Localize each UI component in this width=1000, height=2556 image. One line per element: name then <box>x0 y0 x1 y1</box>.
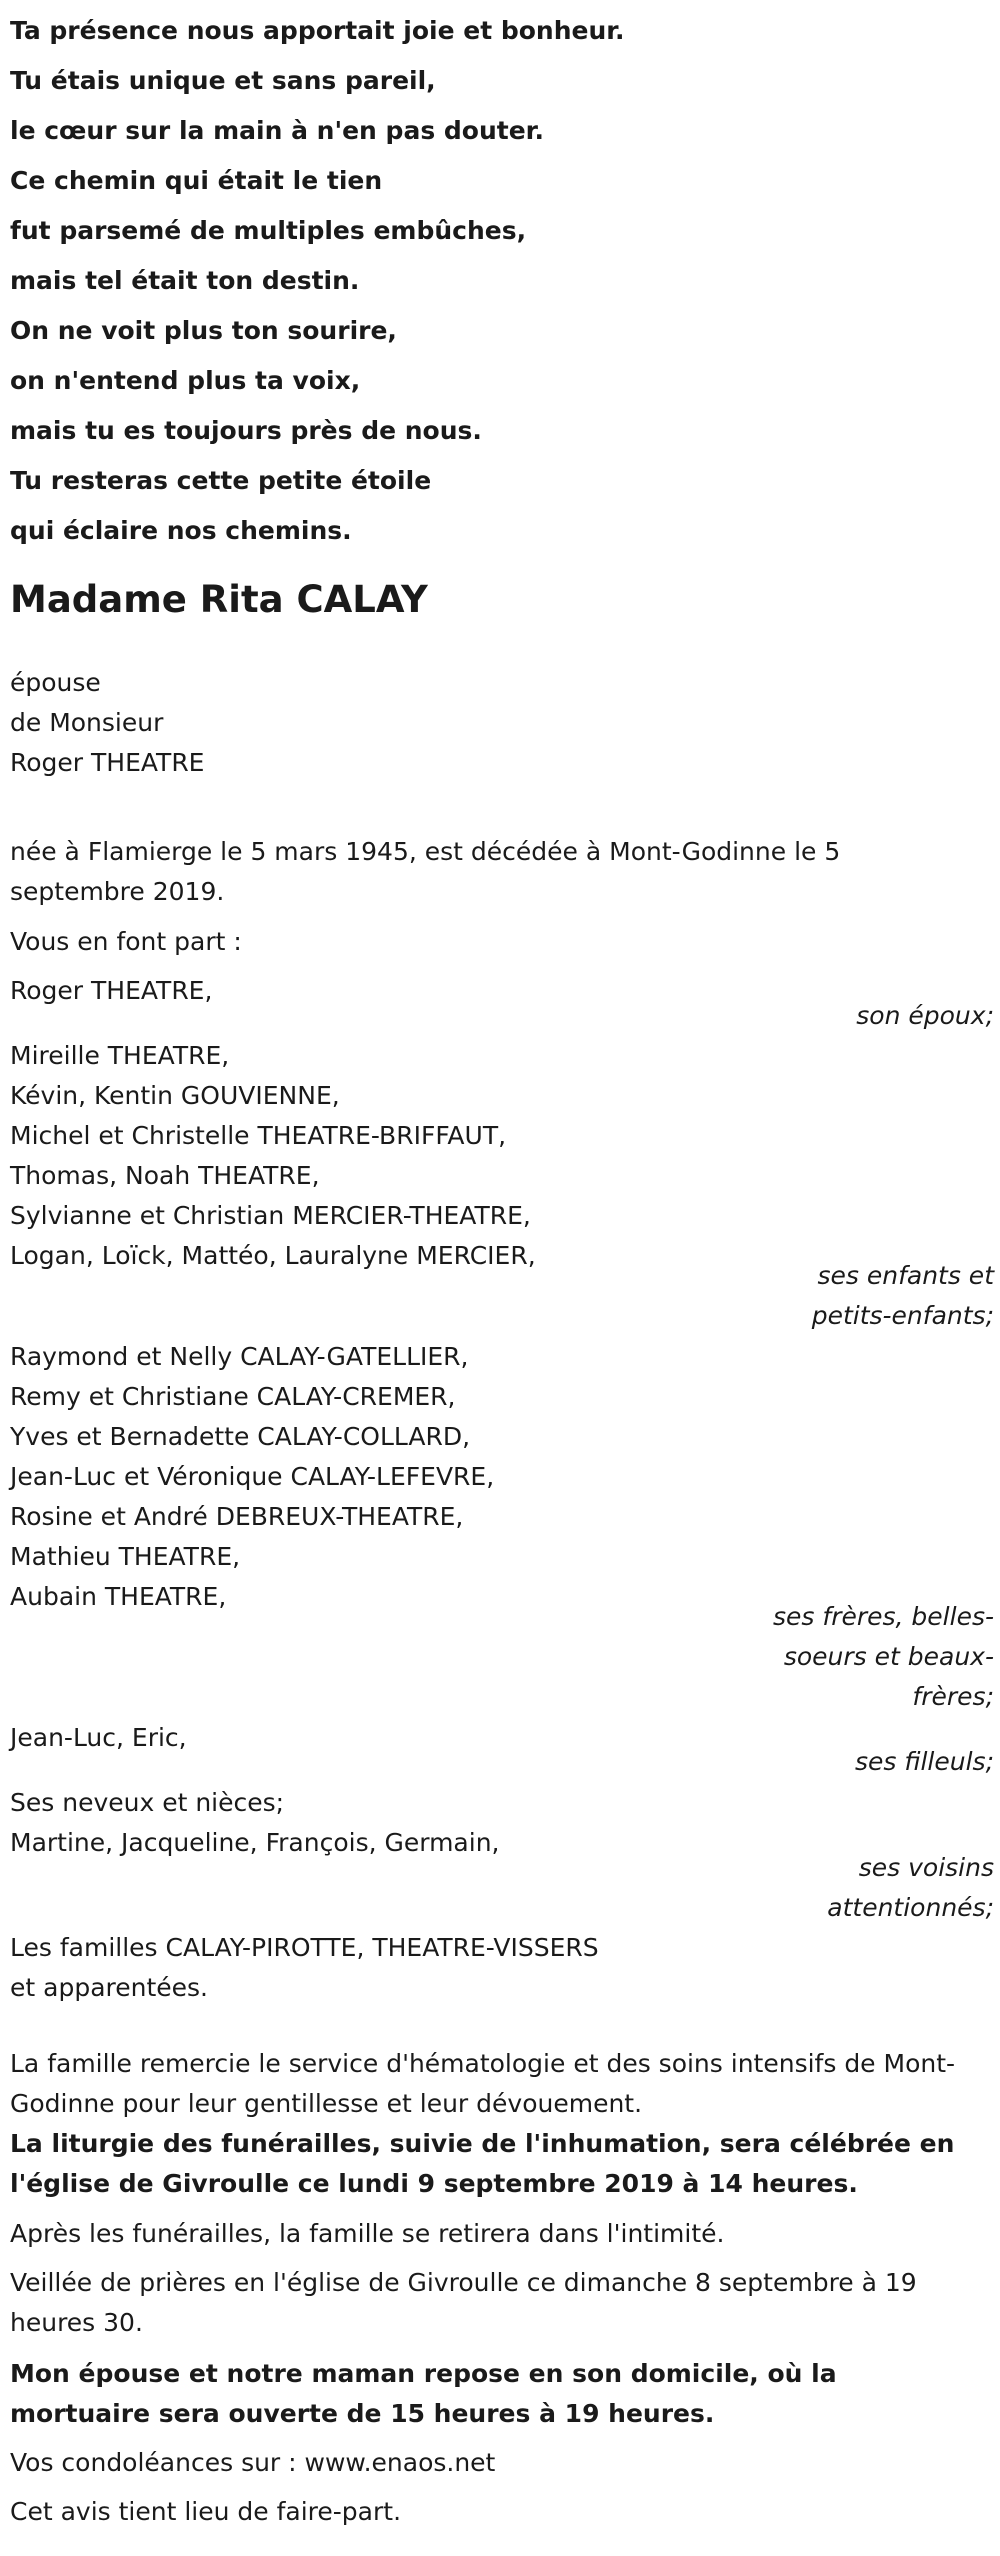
after-funeral-text: Après les funérailles, la famille se retirera dans l'intimité. <box>10 2219 725 2248</box>
relation-line: frères; <box>912 1682 994 1711</box>
family-member: Raymond et Nelly CALAY-GATELLIER, <box>10 1342 469 1371</box>
spouse-line: épouse <box>10 668 101 697</box>
poem <box>10 6 625 556</box>
family-member: Mireille THEATRE, <box>10 1041 230 1070</box>
godsons-names: Jean-Luc, Eric, <box>10 1723 187 1752</box>
spouse-line: de Monsieur <box>10 708 164 737</box>
family-member: Rosine et André DEBREUX-THEATRE, <box>10 1502 464 1531</box>
relation-line: soeurs et beaux- <box>783 1642 994 1671</box>
family-member: Yves et Bernadette CALAY-COLLARD, <box>10 1422 471 1451</box>
poem-line: le cœur sur la main à n'en pas douter. <box>10 116 544 145</box>
poem-line: mais tu es toujours près de nous. <box>10 416 482 445</box>
children-relation <box>812 1256 994 1336</box>
poem-line: qui éclaire nos chemins. <box>10 516 352 545</box>
families-line: et apparentées. <box>10 1973 208 2002</box>
repose-text: Mon épouse et notre maman repose en son domicile, où la mortuaire sera ouverte de 15 heures à 19 heures. <box>10 2359 837 2428</box>
condolences-text: Vos condoléances sur : www.enaos.net <box>10 2448 496 2477</box>
relation-line: petits-enfants; <box>811 1301 994 1330</box>
families-text <box>10 1928 599 2008</box>
family-member: Remy et Christiane CALAY-CREMER, <box>10 1382 456 1411</box>
family-member: Michel et Christelle THEATRE-BRIFFAUT, <box>10 1121 507 1150</box>
family-member: Aubain THEATRE, <box>10 1582 227 1611</box>
spouse-name: Roger THEATRE, <box>10 976 213 1005</box>
poem-line: on n'entend plus ta voix, <box>10 366 361 395</box>
family-member: Thomas, Noah THEATRE, <box>10 1161 320 1190</box>
family-member: Sylvianne et Christian MERCIER-THEATRE, <box>10 1201 531 1230</box>
families-line: Les familles CALAY-PIROTTE, THEATRE-VISSERS <box>10 1933 599 1962</box>
poem-line: mais tel était ton destin. <box>10 266 360 295</box>
relation-line: ses enfants et <box>817 1261 994 1290</box>
poem-line: On ne voit plus ton sourire, <box>10 316 397 345</box>
family-member: Kévin, Kentin GOUVIENNE, <box>10 1081 340 1110</box>
children-list <box>10 1036 536 1276</box>
spouse-relation: son époux; <box>856 1001 994 1030</box>
poem-line: Ta présence nous apportait joie et bonheur. <box>10 16 625 45</box>
funeral-text: La liturgie des funérailles, suivie de l'inhumation, sera célébrée en l'église de Givroulle ce lundi 9 septembre 2019 à 14 heures. <box>10 2129 955 2198</box>
relation-line: attentionnés; <box>827 1893 994 1922</box>
birth-death-text: née à Flamierge le 5 mars 1945, est décédée à Mont-Godinne le 5 septembre 2019. <box>10 837 841 906</box>
notice-text: Cet avis tient lieu de faire-part. <box>10 2497 402 2526</box>
spouse-line: Roger THEATRE <box>10 748 205 777</box>
announce-text: Vous en font part : <box>10 927 242 956</box>
family-member: Jean-Luc et Véronique CALAY-LEFEVRE, <box>10 1462 495 1491</box>
family-member: Logan, Loïck, Mattéo, Lauralyne MERCIER, <box>10 1241 536 1270</box>
neighbours-names: Martine, Jacqueline, François, Germain, <box>10 1828 500 1857</box>
family-member: Mathieu THEATRE, <box>10 1542 241 1571</box>
deceased-name: Madame Rita CALAY <box>10 578 428 621</box>
siblings-list <box>10 1337 494 1617</box>
vigil-text: Veillée de prières en l'église de Givroulle ce dimanche 8 septembre à 19 heures 30. <box>10 2268 917 2337</box>
nephews-text: Ses neveux et nièces; <box>10 1788 285 1817</box>
siblings-relation <box>773 1597 994 1717</box>
poem-line: Tu étais unique et sans pareil, <box>10 66 436 95</box>
relation-line: ses frères, belles- <box>773 1602 994 1631</box>
poem-line: Tu resteras cette petite étoile <box>10 466 432 495</box>
relation-line: ses voisins <box>858 1853 994 1882</box>
poem-line: Ce chemin qui était le tien <box>10 166 383 195</box>
poem-line: fut parsemé de multiples embûches, <box>10 216 527 245</box>
godsons-relation: ses filleuls; <box>854 1747 994 1776</box>
thanks-text: La famille remercie le service d'hématologie et des soins intensifs de Mont-Godinne pour leur gentillesse et leur dévouement. <box>10 2049 956 2118</box>
neighbours-relation <box>827 1848 994 1928</box>
